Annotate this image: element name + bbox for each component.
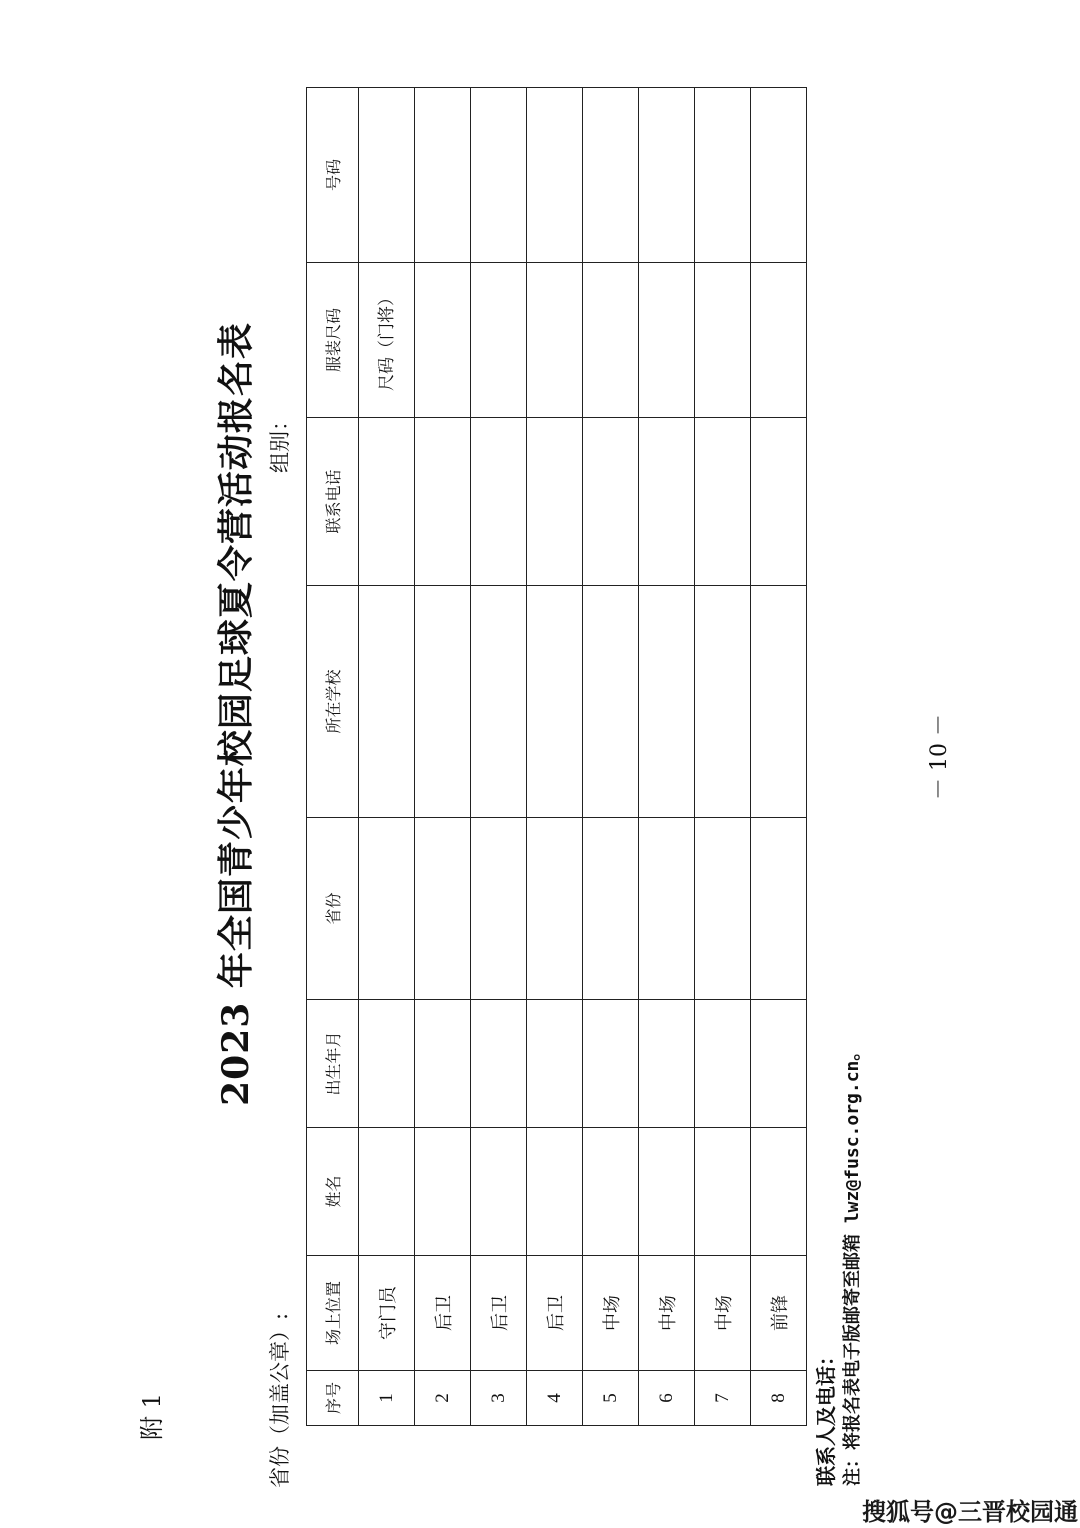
clothing-size-cell[interactable] xyxy=(639,263,695,418)
phone-cell[interactable] xyxy=(415,418,471,586)
phone-cell[interactable] xyxy=(583,418,639,586)
province-cell[interactable] xyxy=(639,818,695,1000)
row-seq-cell: 4 xyxy=(527,1371,583,1426)
row-position-cell: 中场 xyxy=(639,1256,695,1371)
header-cell-birth: 出生年月 xyxy=(307,1000,359,1128)
jersey-number-cell[interactable] xyxy=(751,88,807,263)
page-title: 2023 年全国青少年校园足球夏令营活动报名表 xyxy=(215,322,257,1106)
clothing-size-cell[interactable]: 尺码（门将） xyxy=(359,263,415,418)
table-row xyxy=(527,88,583,1426)
school-cell[interactable] xyxy=(359,586,415,818)
phone-cell[interactable] xyxy=(471,418,527,586)
table-row xyxy=(695,88,751,1426)
jersey-number-cell[interactable] xyxy=(471,88,527,263)
province-cell[interactable] xyxy=(583,818,639,1000)
table-row xyxy=(751,88,807,1426)
jersey-number-cell[interactable] xyxy=(359,88,415,263)
province-cell[interactable] xyxy=(415,818,471,1000)
jersey-number-cell[interactable] xyxy=(695,88,751,263)
header-cell-seq: 序号 xyxy=(307,1371,359,1426)
header-cell-clothing-size: 服装尺码 xyxy=(307,263,359,418)
footnote: 注：将报名表电子版邮寄至邮箱 lwz@fusc.org.cn。 xyxy=(842,1042,863,1486)
row-seq-cell: 6 xyxy=(639,1371,695,1426)
name-cell[interactable] xyxy=(583,1128,639,1256)
name-cell[interactable] xyxy=(359,1128,415,1256)
table-header-row xyxy=(307,88,359,1426)
table-row xyxy=(415,88,471,1426)
group-label: 组别： xyxy=(268,410,292,473)
table-row xyxy=(583,88,639,1426)
phone-cell[interactable] xyxy=(695,418,751,586)
school-cell[interactable] xyxy=(695,586,751,818)
birth-cell[interactable] xyxy=(359,1000,415,1128)
jersey-number-cell[interactable] xyxy=(527,88,583,263)
birth-cell[interactable] xyxy=(527,1000,583,1128)
clothing-size-cell[interactable] xyxy=(751,263,807,418)
row-seq-cell: 7 xyxy=(695,1371,751,1426)
clothing-size-cell[interactable] xyxy=(695,263,751,418)
row-position-cell: 后卫 xyxy=(415,1256,471,1371)
province-cell[interactable] xyxy=(527,818,583,1000)
school-cell[interactable] xyxy=(583,586,639,818)
jersey-number-cell[interactable] xyxy=(583,88,639,263)
header-cell-name: 姓名 xyxy=(307,1128,359,1256)
watermark: 搜狐号@三晋校园通 xyxy=(862,1498,1078,1526)
clothing-size-cell[interactable] xyxy=(527,263,583,418)
phone-cell[interactable] xyxy=(359,418,415,586)
registration-table xyxy=(306,87,807,1426)
birth-cell[interactable] xyxy=(583,1000,639,1128)
school-cell[interactable] xyxy=(415,586,471,818)
school-cell[interactable] xyxy=(527,586,583,818)
province-cell[interactable] xyxy=(751,818,807,1000)
name-cell[interactable] xyxy=(415,1128,471,1256)
name-cell[interactable] xyxy=(751,1128,807,1256)
row-seq-cell: 3 xyxy=(471,1371,527,1426)
row-position-cell: 后卫 xyxy=(527,1256,583,1371)
header-cell-province: 省份 xyxy=(307,818,359,1000)
clothing-size-cell[interactable] xyxy=(471,263,527,418)
contact-label: 联系人及电话： xyxy=(814,1346,838,1486)
province-stamp-label: 省份（加盖公章）: xyxy=(268,1312,292,1488)
clothing-size-cell[interactable] xyxy=(583,263,639,418)
name-cell[interactable] xyxy=(695,1128,751,1256)
birth-cell[interactable] xyxy=(751,1000,807,1128)
phone-cell[interactable] xyxy=(639,418,695,586)
table-row xyxy=(359,88,415,1426)
birth-cell[interactable] xyxy=(695,1000,751,1128)
row-position-cell: 中场 xyxy=(695,1256,751,1371)
school-cell[interactable] xyxy=(471,586,527,818)
birth-cell[interactable] xyxy=(639,1000,695,1128)
province-cell[interactable] xyxy=(695,818,751,1000)
row-seq-cell: 8 xyxy=(751,1371,807,1426)
row-position-cell: 前锋 xyxy=(751,1256,807,1371)
header-cell-phone: 联系电话 xyxy=(307,418,359,586)
name-cell[interactable] xyxy=(639,1128,695,1256)
row-position-cell: 后卫 xyxy=(471,1256,527,1371)
appendix-label: 附 1 xyxy=(138,1393,166,1440)
province-cell[interactable] xyxy=(359,818,415,1000)
table-row xyxy=(639,88,695,1426)
header-cell-jersey-number: 号码 xyxy=(307,88,359,263)
phone-cell[interactable] xyxy=(527,418,583,586)
school-cell[interactable] xyxy=(639,586,695,818)
row-seq-cell: 5 xyxy=(583,1371,639,1426)
row-position-cell: 守门员 xyxy=(359,1256,415,1371)
name-cell[interactable] xyxy=(471,1128,527,1256)
header-cell-school: 所在学校 xyxy=(307,586,359,818)
header-cell-position: 场上位置 xyxy=(307,1256,359,1371)
page-number: － 10 － xyxy=(927,714,952,800)
name-cell[interactable] xyxy=(527,1128,583,1256)
table-row xyxy=(471,88,527,1426)
birth-cell[interactable] xyxy=(471,1000,527,1128)
clothing-size-cell[interactable] xyxy=(415,263,471,418)
row-position-cell: 中场 xyxy=(583,1256,639,1371)
jersey-number-cell[interactable] xyxy=(415,88,471,263)
birth-cell[interactable] xyxy=(415,1000,471,1128)
phone-cell[interactable] xyxy=(751,418,807,586)
jersey-number-cell[interactable] xyxy=(639,88,695,263)
province-cell[interactable] xyxy=(471,818,527,1000)
row-seq-cell: 1 xyxy=(359,1371,415,1426)
school-cell[interactable] xyxy=(751,586,807,818)
row-seq-cell: 2 xyxy=(415,1371,471,1426)
